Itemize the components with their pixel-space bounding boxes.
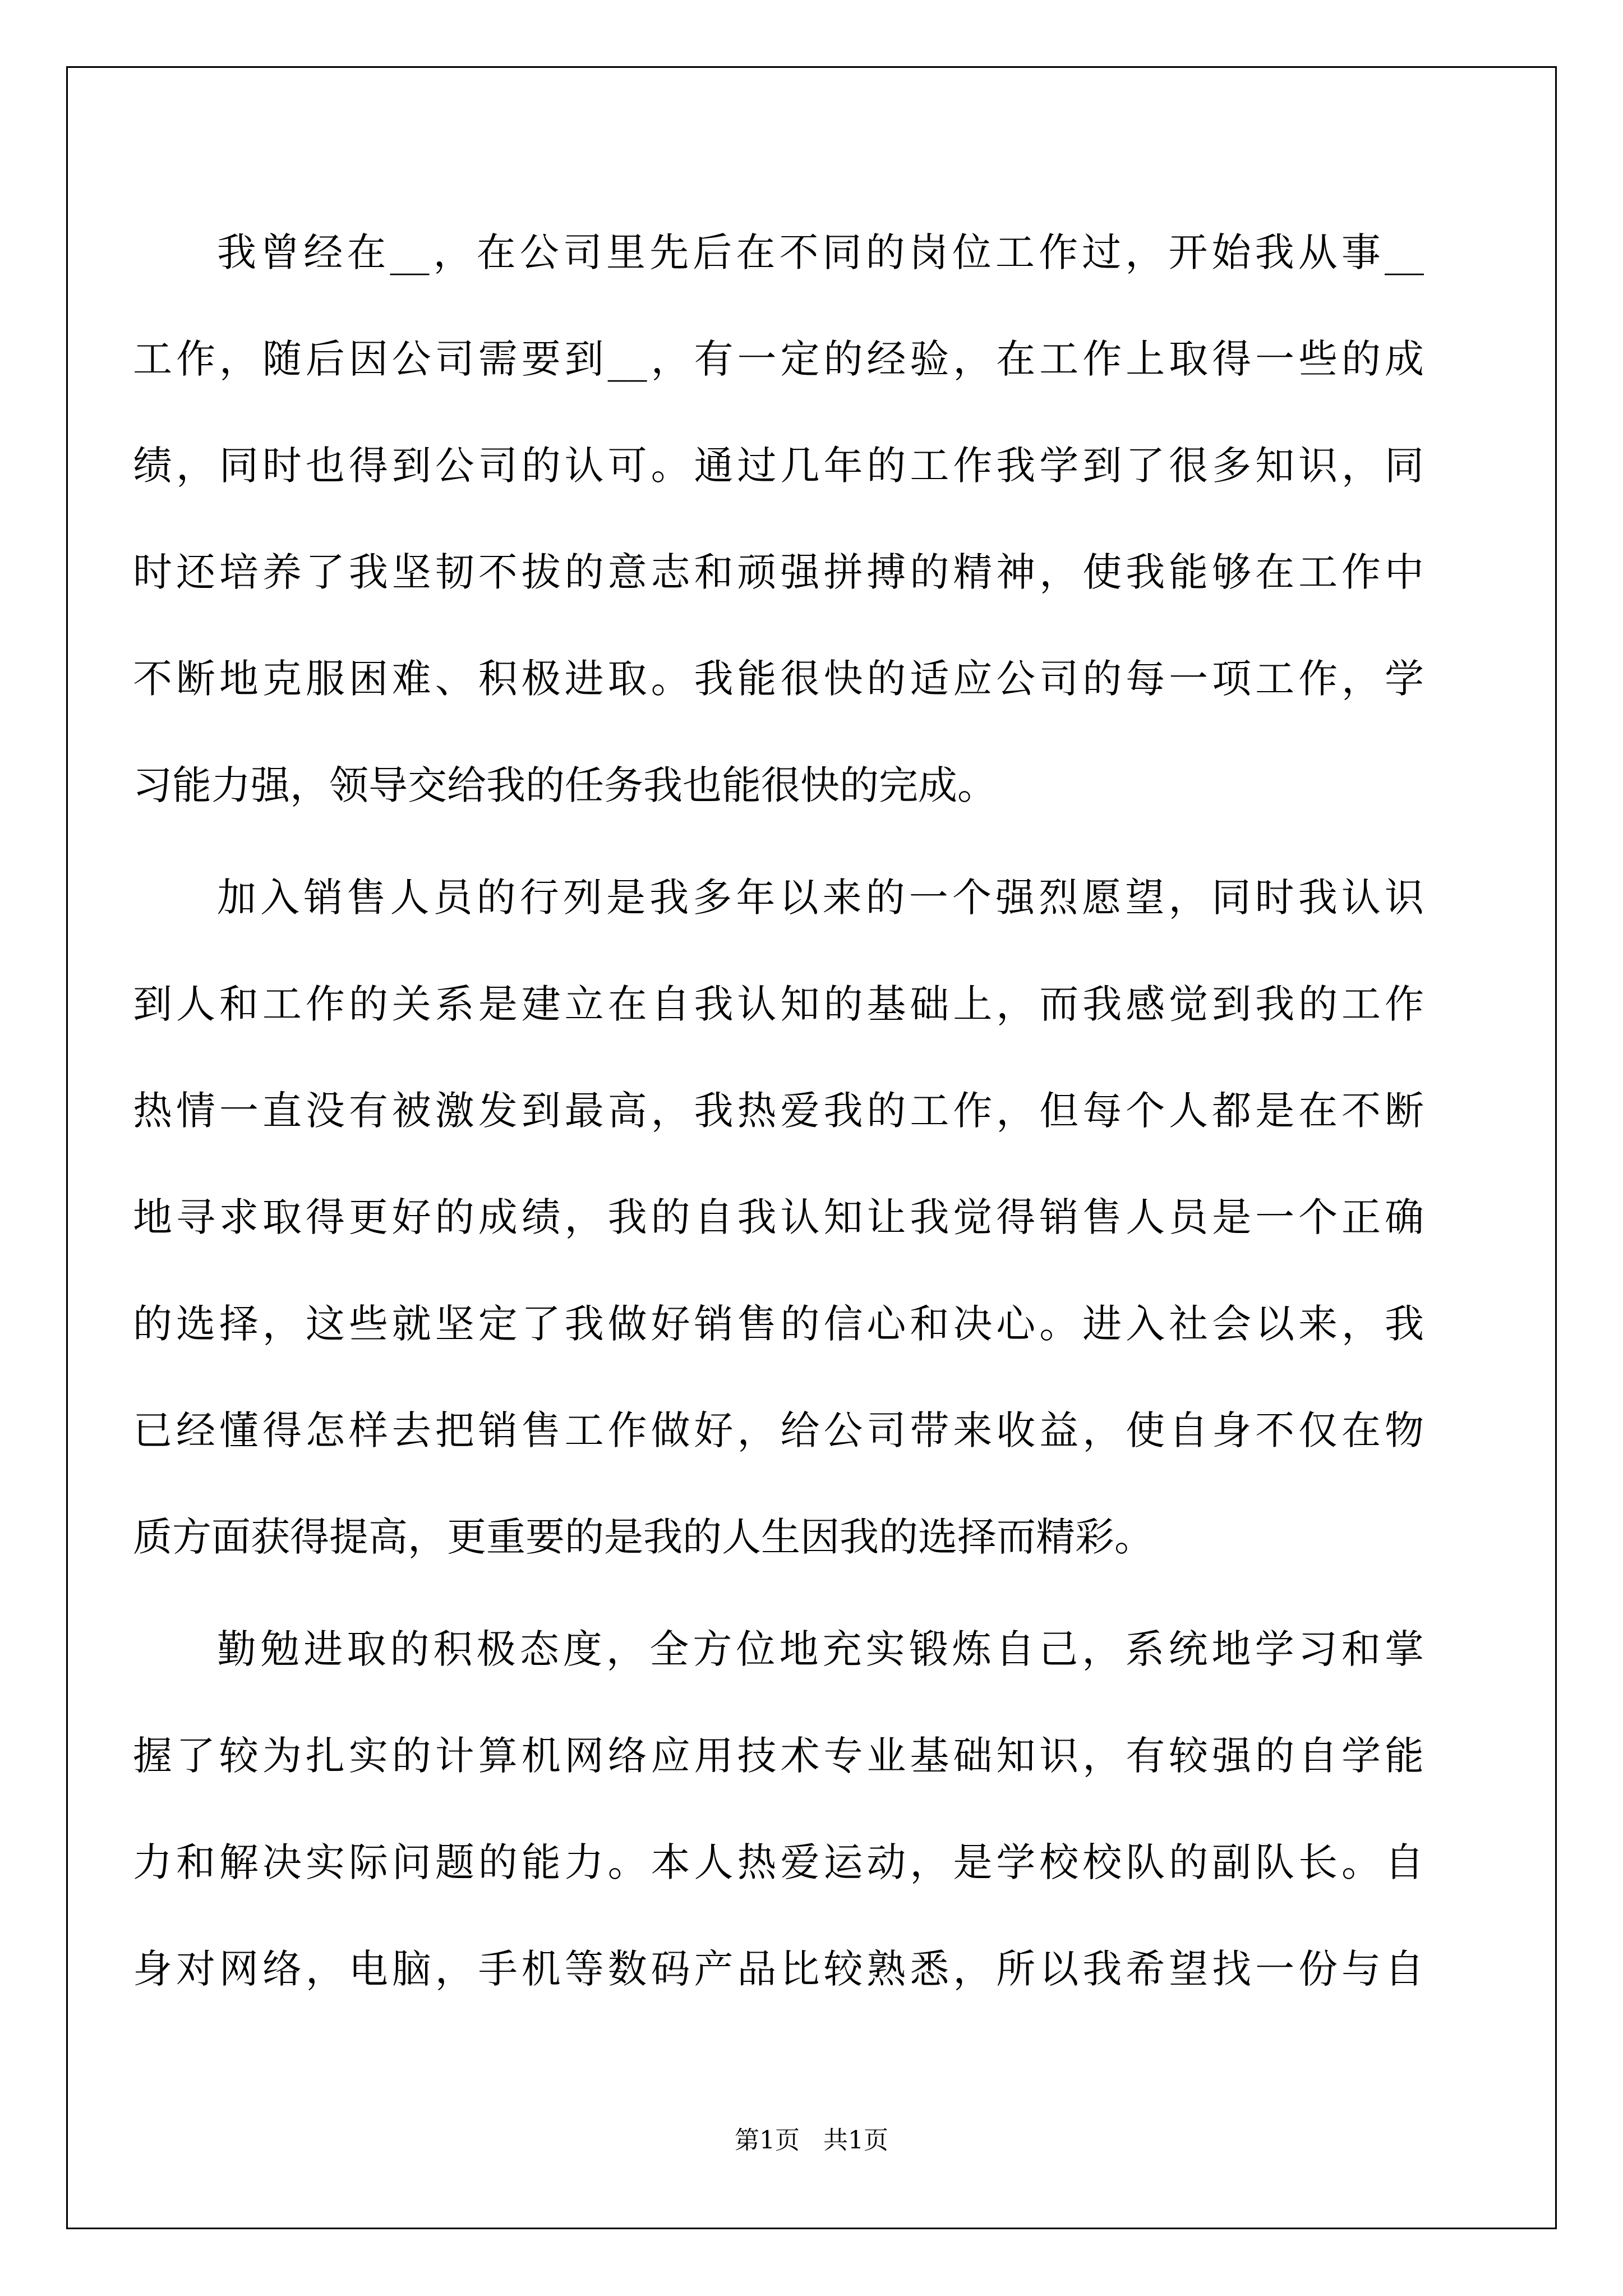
paragraph-2-line-4: 地寻求取得更好的成绩，我的自我认知让我觉得销售人员是一个正确 bbox=[133, 1194, 1424, 1240]
paragraph-3-line-4: 身对网络，电脑，手机等数码产品比较熟悉，所以我希望找一份与自 bbox=[133, 1946, 1424, 1992]
paragraph-1-line-6: 习能力强，领导交给我的任务我也能很快的完成。 bbox=[133, 762, 997, 808]
paragraph-2-line-1: 加入销售人员的行列是我多年以来的一个强烈愿望，同时我认识 bbox=[217, 875, 1424, 921]
paragraph-1-line-2: 工作，随后因公司需要到__，有一定的经验，在工作上取得一些的成 bbox=[133, 336, 1424, 382]
paragraph-2-line-3: 热情一直没有被激发到最高，我热爱我的工作，但每个人都是在不断 bbox=[133, 1088, 1424, 1134]
paragraph-2-line-2: 到人和工作的关系是建立在自我认知的基础上，而我感觉到我的工作 bbox=[133, 981, 1424, 1027]
page-footer: 第1页 共1页 bbox=[735, 2126, 888, 2155]
paragraph-1-line-4: 时还培养了我坚韧不拔的意志和顽强拼搏的精神，使我能够在工作中 bbox=[133, 549, 1424, 595]
paragraph-2-line-6: 已经懂得怎样去把销售工作做好，给公司带来收益，使自身不仅在物 bbox=[133, 1407, 1424, 1453]
paragraph-3-line-2: 握了较为扎实的计算机网络应用技术专业基础知识，有较强的自学能 bbox=[133, 1733, 1424, 1779]
paragraph-2-line-7: 质方面获得提高，更重要的是我的人生因我的选择而精彩。 bbox=[133, 1514, 1154, 1560]
paragraph-1-line-5: 不断地克服困难、积极进取。我能很快的适应公司的每一项工作，学 bbox=[133, 656, 1424, 702]
paragraph-1-line-1: 我曾经在__，在公司里先后在不同的岗位工作过，开始我从事__ bbox=[217, 229, 1424, 275]
paragraph-1-line-3: 绩，同时也得到公司的认可。通过几年的工作我学到了很多知识，同 bbox=[133, 443, 1424, 489]
paragraph-3-line-1: 勤勉进取的积极态度，全方位地充实锻炼自己，系统地学习和掌 bbox=[217, 1626, 1424, 1672]
paragraph-3-line-3: 力和解决实际问题的能力。本人热爱运动，是学校校队的副队长。自 bbox=[133, 1839, 1424, 1885]
paragraph-2-line-5: 的选择，这些就坚定了我做好销售的信心和决心。进入社会以来，我 bbox=[133, 1301, 1424, 1347]
